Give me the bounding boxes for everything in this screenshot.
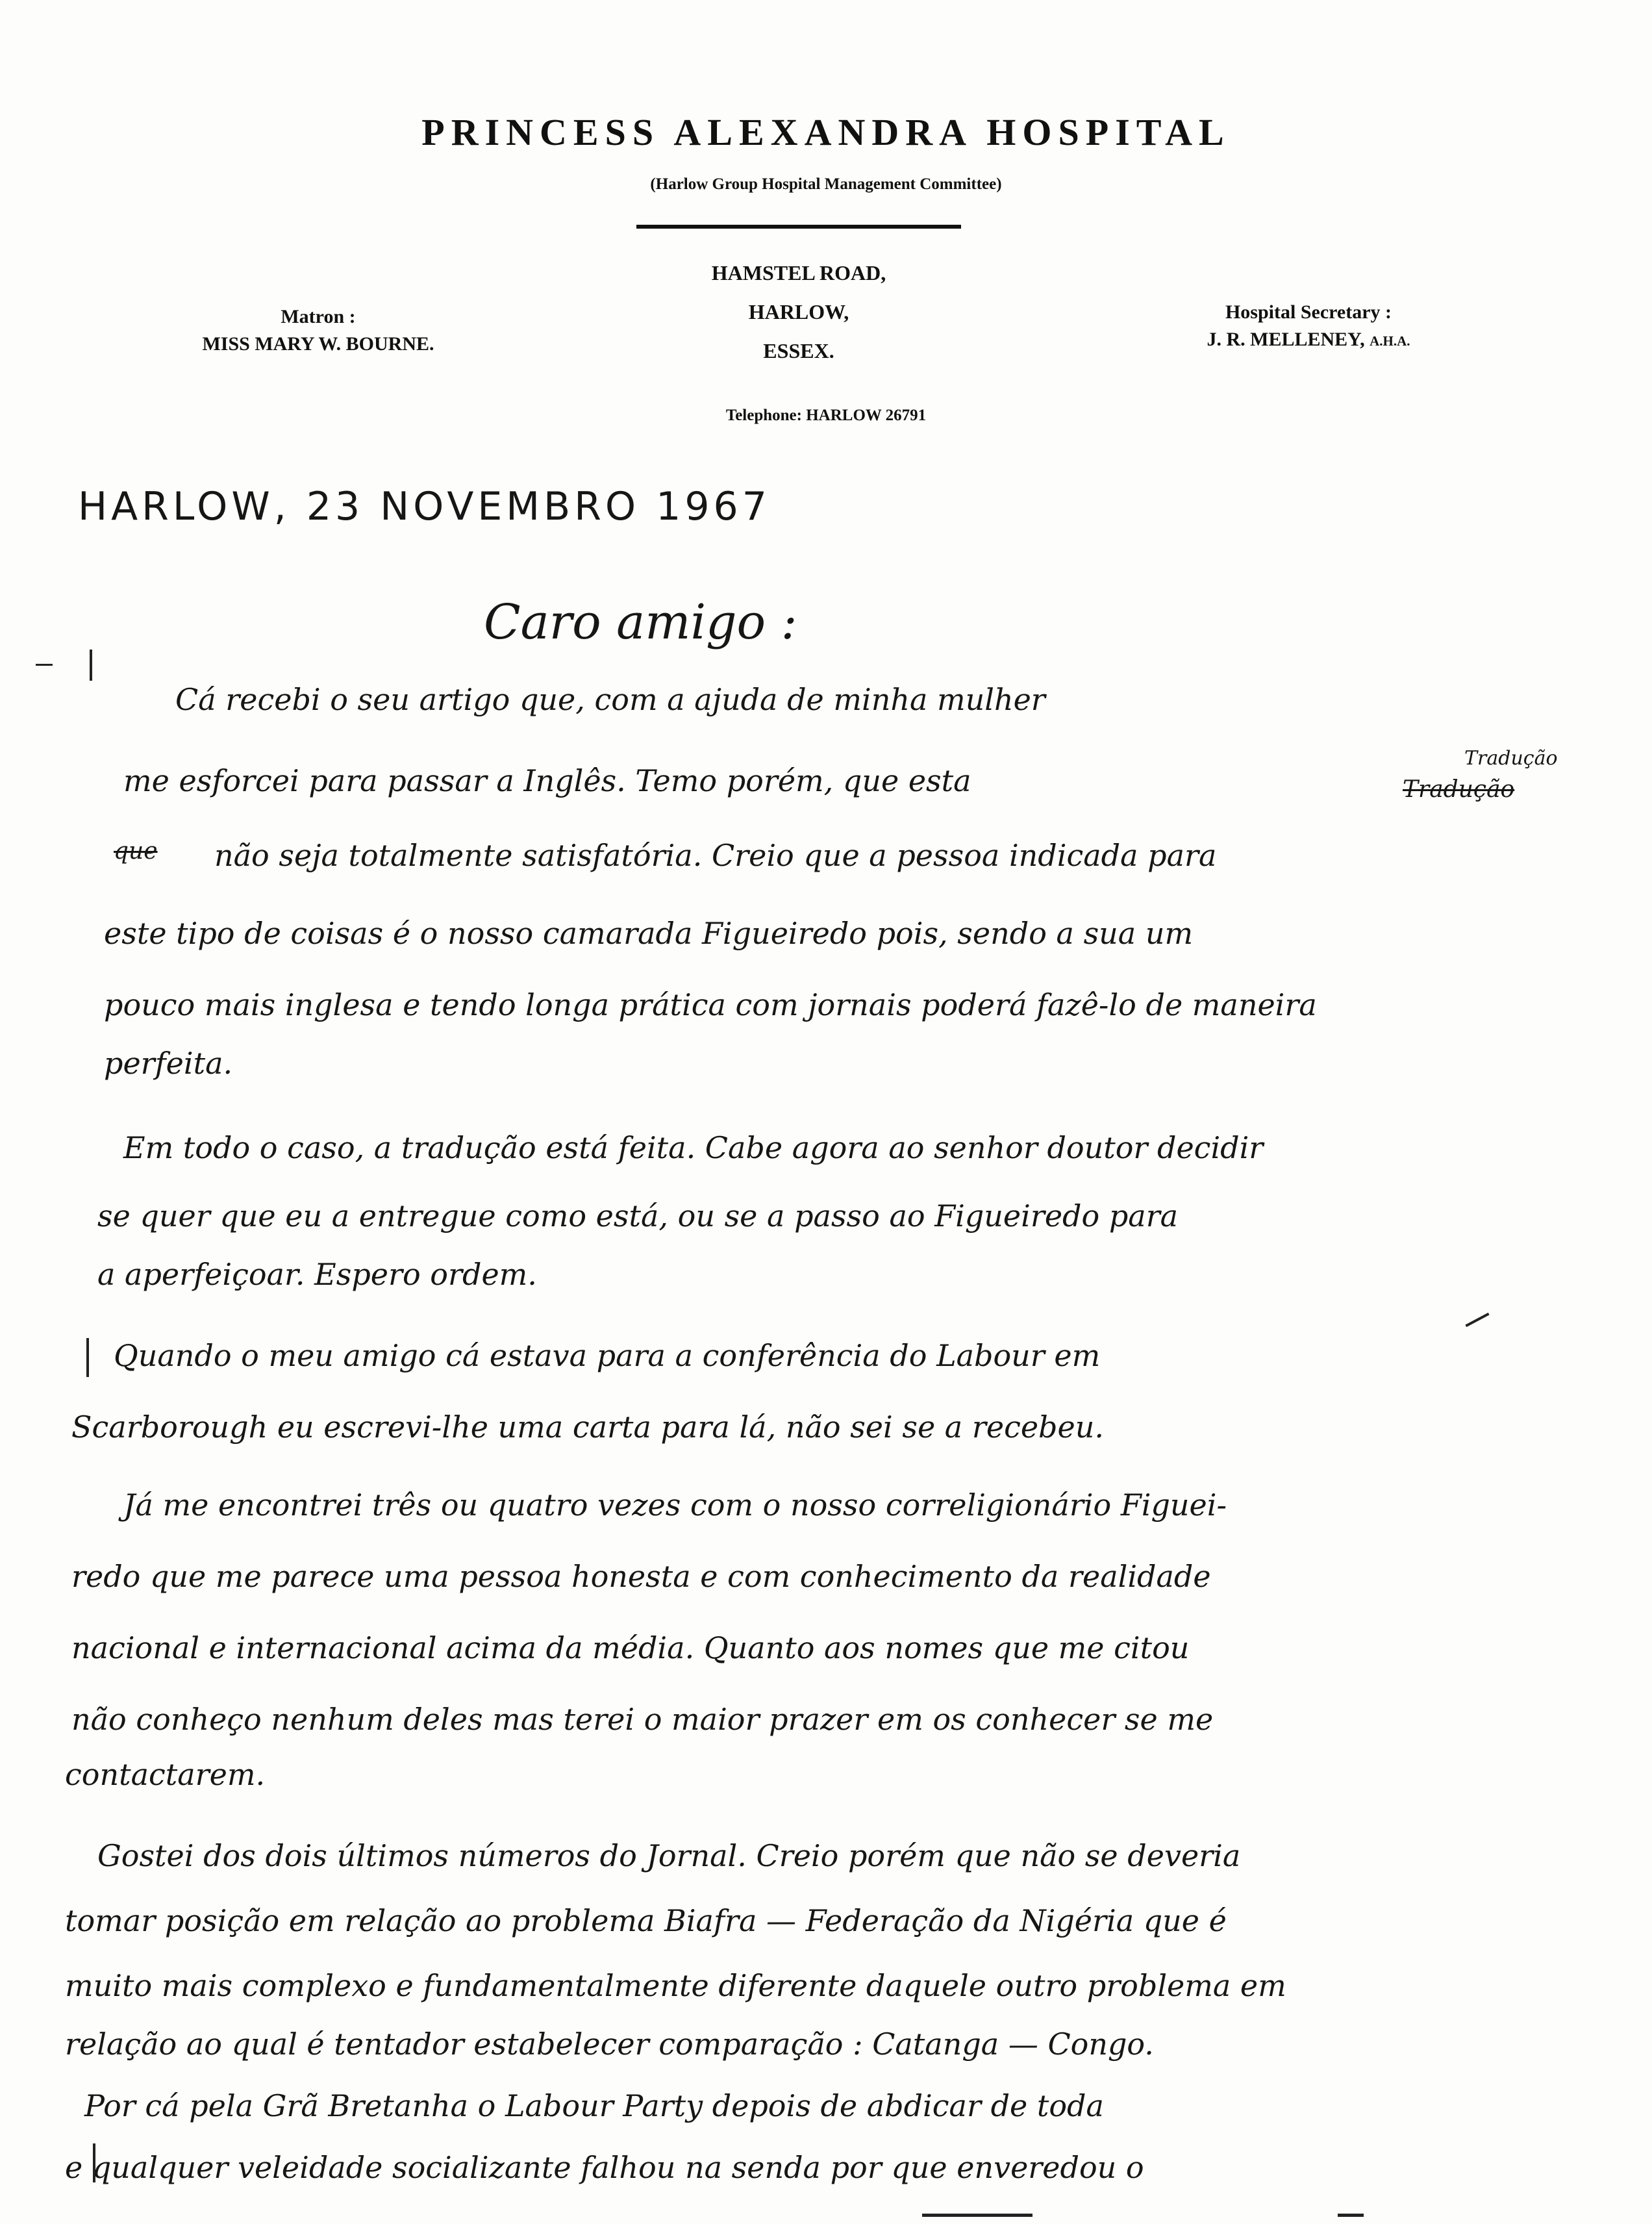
margin-tick [90,650,92,681]
body-line: muito mais complexo e fundamentalmente diferente daquele outro problema em [65,1968,1286,2003]
margin-tick [86,1338,89,1377]
letterhead-rule [636,225,961,229]
pen-mark [1465,1313,1489,1327]
margin-dash [36,664,53,666]
body-line: não seja totalmente satisfatória. Creio que a pessoa indicada para [214,838,1217,873]
hospital-name: PRINCESS ALEXANDRA HOSPITAL [421,111,1231,153]
body-line: Por cá pela Grã Bretanha o Labour Party depois de abdicar de toda [84,2088,1104,2123]
body-line: a aperfeiçoar. Espero ordem. [97,1257,537,1292]
matron-block [136,303,500,358]
body-line: Em todo o caso, a tradução está feita. Cabe agora ao senhor doutor decidir [123,1130,1264,1165]
body-line: este tipo de coisas é o nosso camarada Figueiredo pois, sendo a sua um [104,916,1194,951]
body-line: Gostei dos dois últimos números do Jornal. Creio porém que não se deveria [97,1838,1241,1873]
body-line: se quer que eu a entregue como está, ou se a passo ao Figueiredo para [97,1198,1179,1233]
inserted-word: Tradução [1464,747,1558,770]
body-line: nacional e internacional acima da média. Quanto aos nomes que me citou [71,1630,1190,1665]
body-line: relação ao qual é tentador estabelecer comparação : Catanga — Congo. [65,2027,1154,2062]
body-line: contactarem. [65,1757,266,1792]
body-line: Scarborough eu escrevi-lhe uma carta para lá, não sei se a recebeu. [71,1409,1104,1445]
body-line: pouco mais inglesa e tendo longa prática com jornais poderá fazê-lo de maneira [104,987,1317,1022]
body-line: Já me encontrei três ou quatro vezes com o nosso correligionário Figuei- [123,1487,1227,1523]
body-line: tomar posição em relação ao problema Biafra — Federação da Nigéria que é [65,1903,1227,1938]
address-line-3: ESSEX. [763,339,834,362]
dateline: HARLOW, 23 NOVEMBRO 1967 [78,484,771,529]
telephone: Telephone: HARLOW 26791 [725,407,927,424]
address-line-2: HARLOW, [748,300,849,323]
body-line: perfeita. [104,1046,233,1081]
matron-label: Matron : [281,306,356,327]
body-line: me esforcei para passar a Inglês. Temo porém, que esta [123,763,971,798]
hospital-subtitle: (Harlow Group Hospital Management Committee) [650,175,1002,193]
body-line: Quando o meu amigo cá estava para a conferência do Labour em [114,1338,1101,1373]
address-line-1: HAMSTEL ROAD, [711,261,886,284]
secretary-suffix: A.H.A. [1370,333,1410,349]
struck-word: que [114,838,158,865]
body-line: não conheço nenhum deles mas terei o maior prazer em os conhecer se me [71,1702,1214,1737]
body-line: Cá recebi o seu artigo que, com a ajuda de minha mulher [175,682,1045,717]
bottom-pen-mark [1338,2214,1364,2217]
body-line: redo que me parece uma pessoa honesta e com conhecimento da realidade [71,1559,1211,1594]
secretary-name: J. R. MELLENEY, [1207,329,1365,350]
secretary-block [1127,299,1490,355]
secretary-name-line [1127,326,1490,355]
secretary-label: Hospital Secretary : [1225,301,1392,323]
struck-word: Tradução [1403,776,1515,803]
bottom-pen-mark [922,2214,1032,2217]
matron-name: MISS MARY W. BOURNE. [202,333,434,355]
salutation: Caro amigo : [484,594,797,650]
body-line: e qualquer veleidade socializante falhou na senda por que enveredou o [65,2150,1144,2185]
